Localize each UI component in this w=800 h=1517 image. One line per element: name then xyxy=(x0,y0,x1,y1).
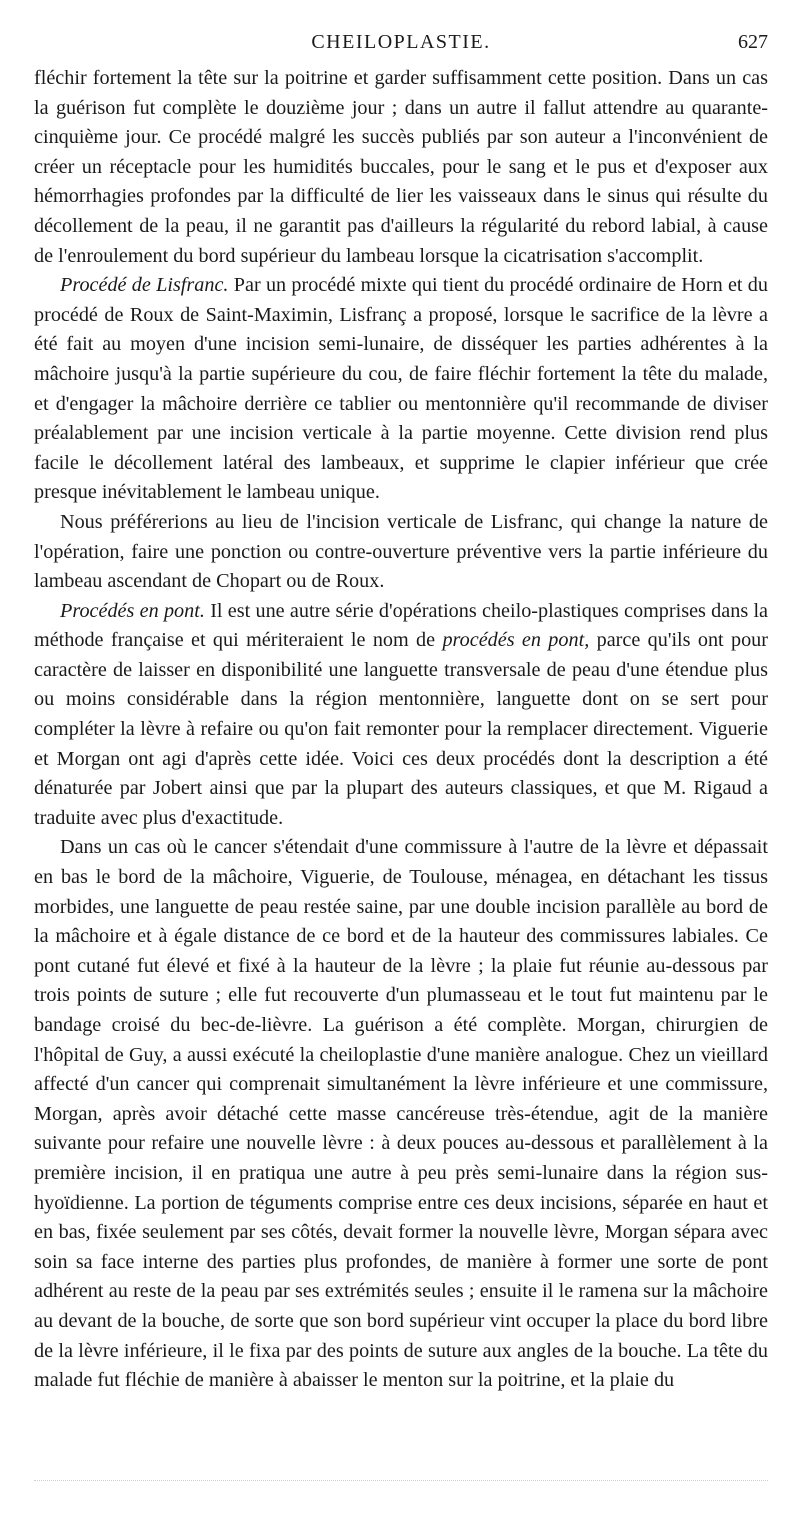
section-heading-lisfranc: Procédé de Lisfranc. xyxy=(60,274,229,297)
running-head xyxy=(34,26,768,58)
paragraph-text: Nous préférerions au lieu de l'incision verticale de Lisfranc, qui change la nature de l'opération, faire une ponction ou contre-ouverture préventive vers la partie inférieure du lambeau ascendant de Chopart ou de Roux. xyxy=(34,510,768,593)
paragraph-text-after: parce qu'ils ont pour caractère de laisser en disponibilité une languette transversale de peau d'une étendue plus ou moins considérable dans la région mentonnière, languette dont on se sert pour compléter la lèvre à refaire ou qu'on fait remonter pour la remplacer directement. Viguerie et Morgan ont agi d'après cette idée. Voici ces deux procédés dont la description a été dénaturée par Jobert ainsi que par la plupart des auteurs classiques, et que M. Rigaud a traduite avec plus d'exactitude. xyxy=(34,629,768,829)
emphasized-term: procédés en pont, xyxy=(442,629,590,652)
paragraph-continuation xyxy=(34,64,768,271)
section-heading-procedes-en-pont: Procédés en pont. xyxy=(60,599,205,622)
page-number: 627 xyxy=(738,31,768,53)
paragraph-lisfranc xyxy=(34,271,768,508)
paragraph-text: Dans un cas où le cancer s'étendait d'une commissure à l'autre de la lèvre et dépassait en bas le bord de la mâchoire, Viguerie, de Toulouse, ménagea, en détachant les tissus morbides, une languette de peau restée saine, par une double incision parallèle au bord de la mâchoire et à égale distance de ce bord et de la hauteur des commissures labiales. Ce pont cutané fut élevé et fixé à la hauteur de la lèvre ; la plaie fut réunie au-dessous par trois points de suture ; elle fut recouverte d'un plumasseau et le tout fut maintenu par le bandage croisé du bec-de-lièvre. La guérison a été complète. Morgan, chirurgien de l'hôpital de Guy, a aussi exécuté la cheiloplastie d'une manière analogue. Chez un vieillard affecté d'un cancer qui comprenait simultanément la lèvre inférieure et une commissure, Morgan, après avoir détaché cette masse cancéreuse très-étendue, agit de la manière suivante pour refaire une nouvelle lèvre : à deux pouces au-dessous et parallèlement à la première incision, il en pratiqua une autre à peu près semi-lunaire dans la région sus-hyoïdienne. La portion de téguments comprise entre ces deux incisions, séparée en haut et en bas, fixée seulement par ses côtés, devait former la nouvelle lèvre, Morgan sépara avec soin sa face interne des parties plus profondes, de manière à former une sorte de pont adhérent au reste de la peau par ses extrémités seules ; ensuite il le ramena sur la mâchoire au devant de la bouche, de sorte que son bord supérieur vint occuper la place du bord libre de la lèvre inférieure, il le fixa par des points de suture aux angles de la bouche. La tête du malade fut fléchie de manière à abaisser le menton sur la poitrine, et la plaie du xyxy=(34,836,768,1392)
page-footer-scan-noise xyxy=(34,1480,768,1487)
paragraph-procedes-en-pont xyxy=(34,597,768,834)
body-text xyxy=(34,64,768,1396)
paragraph-text: fléchir fortement la tête sur la poitrine et garder suffisamment cette position. Dans un cas la guérison fut complète le douzième jour ; dans un autre il fallut attendre au quarante-cinquième jour. Ce procédé malgré les succès publiés par son auteur a l'inconvénient de créer un réceptacle pour les humidités buccales, pour le sang et le pus et d'exposer aux hémorrhagies profondes par la difficulté de lier les vaisseaux dans le sinus qui résulte du décollement de la peau, il ne garantit pas d'ailleurs la régularité du rebord labial, à cause de l'enroulement du bord supérieur du lambeau lorsque la cicatrisation s'accomplit. xyxy=(34,67,768,267)
book-page xyxy=(34,26,768,1396)
paragraph-text: Par un procédé mixte qui tient du procédé ordinaire de Horn et du procédé de Roux de Saint-Maximin, Lisfranç a proposé, lorsque le sacrifice de la lèvre a été fait au moyen d'une incision semi-lunaire, de disséquer les parties adhérentes à la mâchoire jusqu'à la partie supérieure du cou, de faire fléchir fortement la tête du malade, et d'engager la mâchoire derrière ce tablier ou mentonnière qu'il recommande de diviser préalablement par une incision verticale à la partie moyenne. Cette division rend plus facile le décollement latéral des lambeaux, et supprime le clapier inférieur que crée presque inévitablement le lambeau unique. xyxy=(34,274,768,504)
paragraph-text-before: Il est une autre série d'opérations cheilo-plastiques comprises dans la méthode française et qui mériteraient le nom de xyxy=(34,599,769,652)
paragraph-preference xyxy=(34,508,768,597)
paragraph-viguerie-morgan xyxy=(34,833,768,1395)
running-title: CHEILOPLASTIE. xyxy=(311,31,491,53)
